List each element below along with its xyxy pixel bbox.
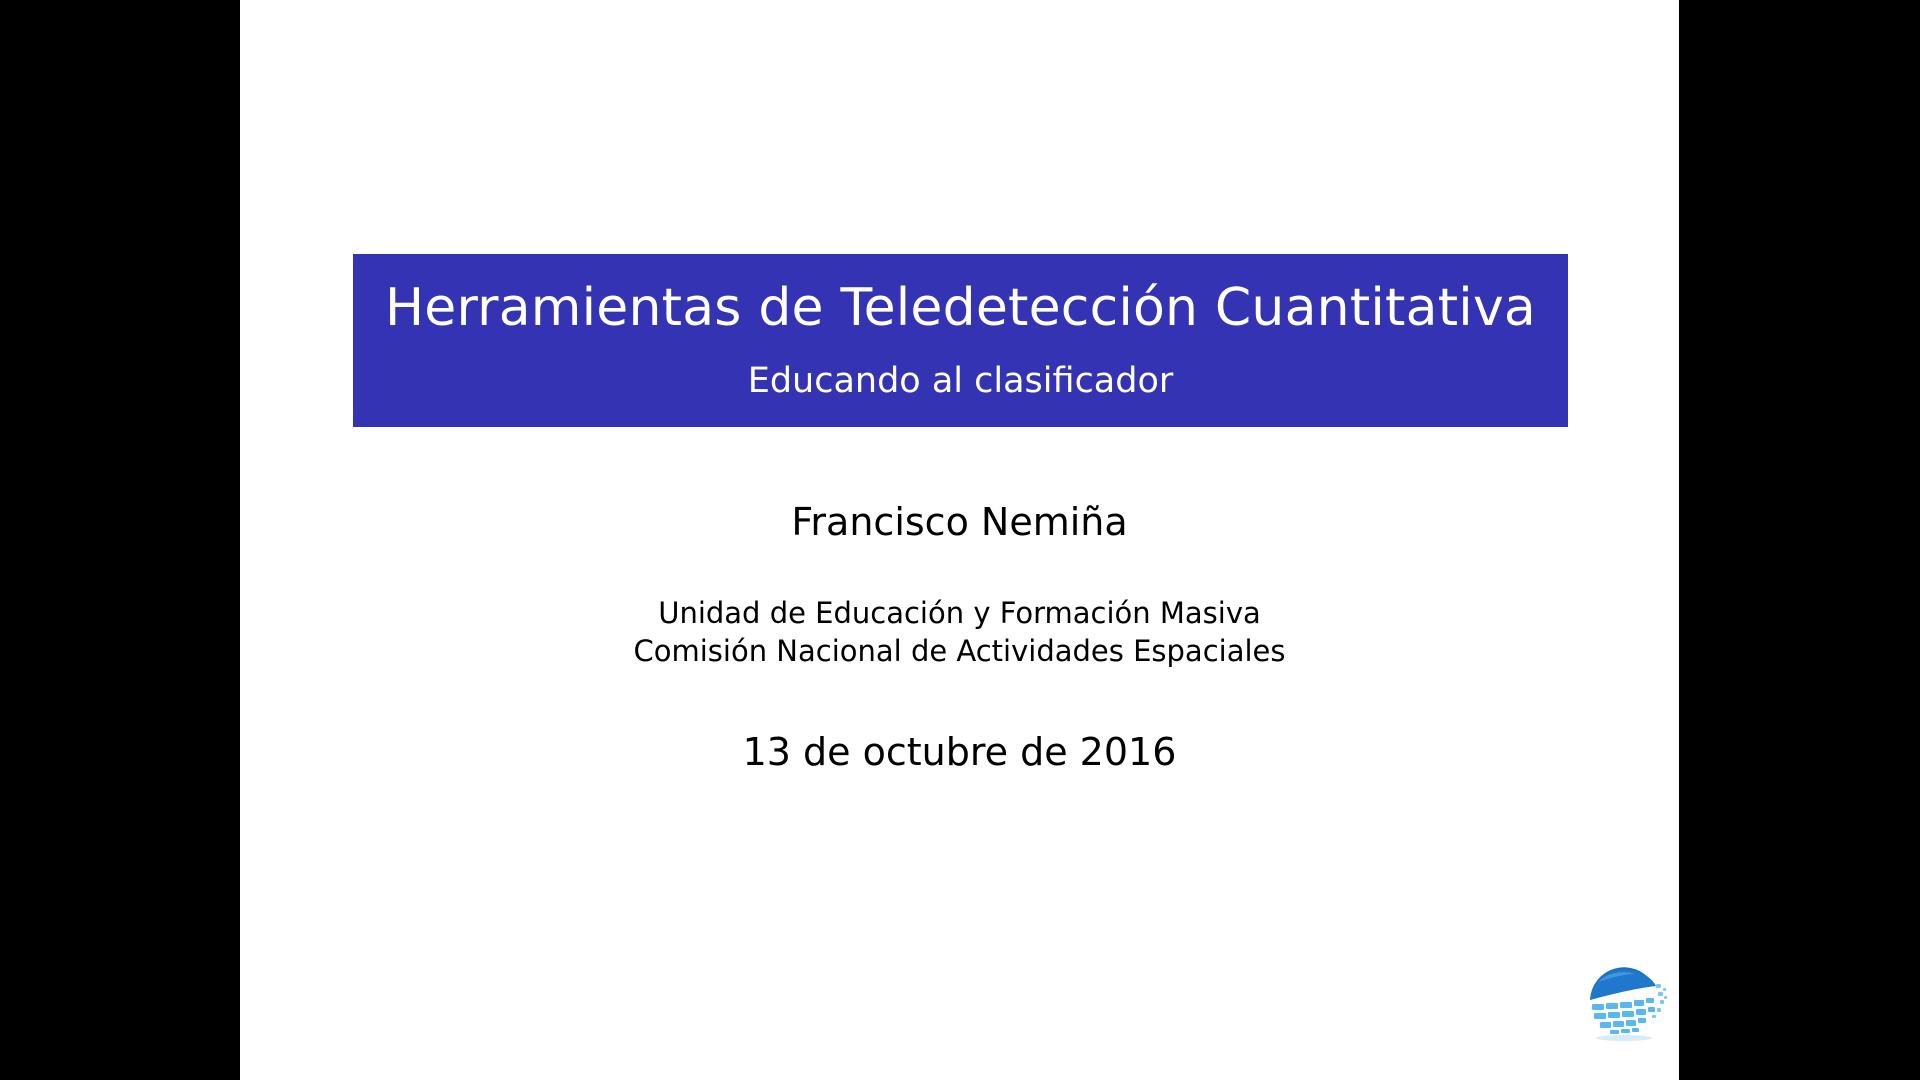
- institute-block: [240, 594, 1679, 670]
- author-name: Francisco Nemiña: [791, 500, 1128, 544]
- globe-logo-icon: [1584, 962, 1670, 1042]
- institute-line: Unidad de Educación y Formación Masiva: [658, 596, 1261, 630]
- institute-line: Comisión Nacional de Actividades Espaciales: [633, 634, 1286, 668]
- presentation-date: 13 de octubre de 2016: [742, 730, 1177, 774]
- slide-title: Herramientas de Teledetección Cuantitativa: [385, 278, 1536, 338]
- slide: [240, 0, 1679, 1080]
- slide-subtitle: Educando al clasificador: [747, 361, 1174, 401]
- title-block: [353, 254, 1568, 427]
